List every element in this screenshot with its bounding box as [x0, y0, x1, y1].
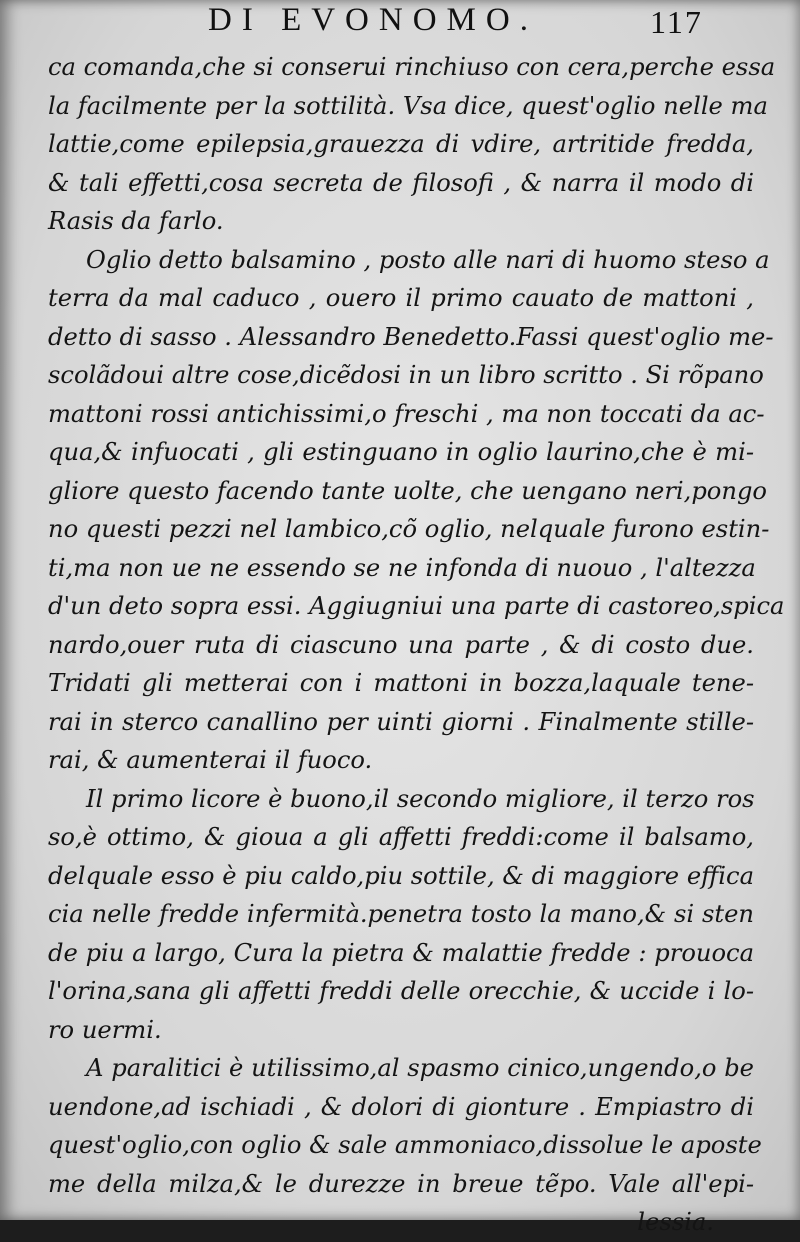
body-text	[48, 48, 785, 1242]
text-line: la facilmente per la sottilità. Vsa dice, quest'oglio nelle ma	[48, 91, 768, 120]
text-line: Rasis da farlo.	[48, 207, 224, 235]
text-line: mattoni rossi antichissimi,o freschi , ma non toccati da ac-	[48, 399, 765, 428]
page-number: 117	[650, 4, 703, 40]
text-line: ca comanda,che si conserui rinchiuso con cera,perche essa	[48, 53, 776, 81]
text-line: delquale esso è piu caldo,piu sottile, & di maggiore effica	[48, 861, 754, 890]
text-line: l'orina,sana gli affetti freddi delle orecchie, & uccide i lo-	[48, 977, 754, 1005]
text-line: Il primo licore è buono,il secondo migliore, il terzo ros	[86, 784, 755, 813]
text-line: ro uermi.	[48, 1015, 162, 1044]
text-line: scolãdoui altre cose,dicẽdosi in un libro scritto . Si rõpano	[48, 361, 764, 389]
text-line: ti,ma non ue ne essendo se ne infonda di nuouo , l'altezza	[48, 553, 756, 582]
running-head-title: DI EVONOMO.	[208, 2, 538, 38]
text-line: rai in sterco canallino per uinti giorni . Finalmente stille-	[48, 707, 754, 736]
running-head	[0, 0, 800, 46]
text-line: de piu a largo, Cura la pietra & malattie fredde : prouoca	[48, 938, 754, 967]
text-line: quest'oglio,con oglio & sale ammoniaco,dissolue le aposte	[48, 1131, 762, 1159]
text-line: terra da mal caduco , ouero il primo cauato de mattoni ,	[48, 284, 754, 312]
text-line: lessia.	[637, 1208, 714, 1236]
text-line: rai, & aumenterai il fuoco.	[48, 746, 373, 774]
text-line: Tridati gli metterai con i mattoni in bozza,laquale tene-	[48, 669, 754, 697]
text-line: d'un deto sopra essi. Aggiugniui una parte di castoreo,spica	[48, 592, 785, 620]
text-line: uendone,ad ischiadi , & dolori di gionture . Empiastro di	[48, 1092, 754, 1121]
text-line: qua,& infuocati , gli estinguano in oglio laurino,che è mi-	[48, 438, 754, 466]
text-line: so,è ottimo, & gioua a gli affetti freddi:come il balsamo,	[48, 823, 754, 851]
text-line: me della milza,& le durezze in breue tẽpo. Vale all'epi-	[48, 1169, 754, 1198]
text-line: cia nelle fredde infermità.penetra tosto la mano,& si sten	[48, 900, 754, 928]
text-line: no questi pezzi nel lambico,cõ oglio, nelquale furono estin-	[48, 515, 770, 543]
text-line: detto di sasso . Alessandro Benedetto.Fassi quest'oglio me-	[48, 322, 774, 351]
text-line: lattie,come epilepsia,grauezza di vdire, artritide fredda,	[48, 130, 754, 158]
text-line: Oglio detto balsamino , posto alle nari di huomo steso a	[86, 245, 770, 274]
text-line: & tali effetti,cosa secreta de filosofi , & narra il modo di	[48, 168, 754, 197]
text-line: gliore questo facendo tante uolte, che uengano neri,pongo	[48, 476, 767, 505]
text-line: nardo,ouer ruta di ciascuno una parte , & di costo due.	[48, 630, 754, 659]
text-line: A paralitici è utilissimo,al spasmo cinico,ungendo,o be	[86, 1054, 754, 1082]
